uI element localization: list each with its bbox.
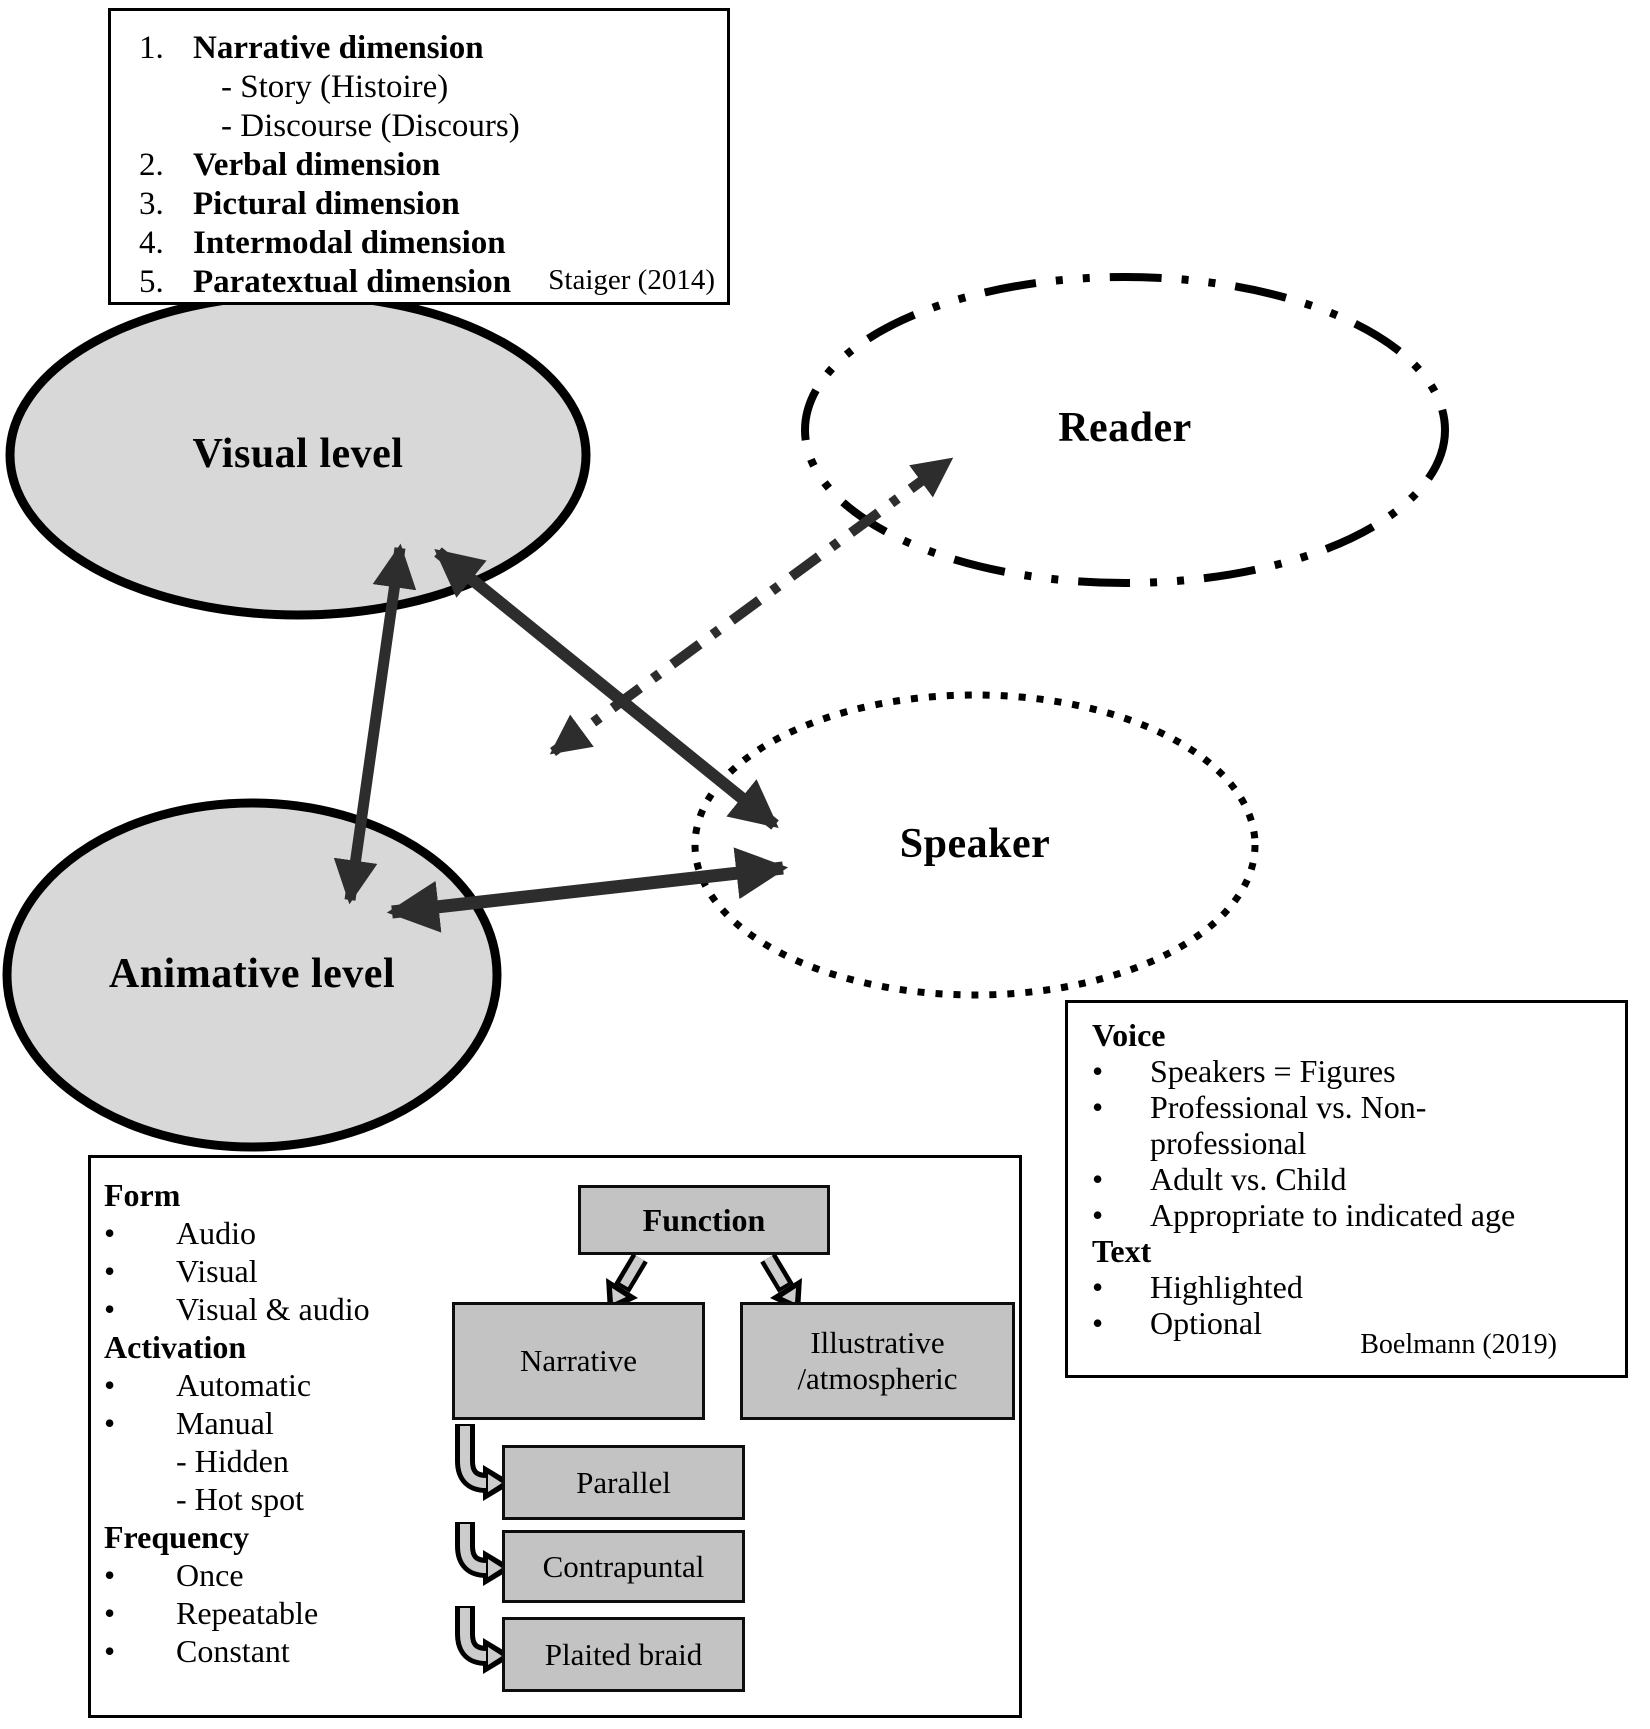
bullet-marker: • [104,1633,116,1669]
list-subitem: - Discourse (Discours) [221,108,520,144]
bullet-item [104,1632,484,1670]
voice-list [1068,1003,1625,1341]
bullet-text [1150,1305,1262,1341]
bullet-line: professional [1150,1125,1307,1161]
list-subitem: - Hidden [176,1443,289,1479]
bullet-marker: • [104,1405,116,1441]
node-label: Contrapuntal [542,1548,705,1584]
list-item [139,185,727,224]
item-number: 5. [139,264,164,300]
list-subitem: - Story (Histoire) [221,69,449,105]
bullet-item [104,1594,484,1632]
flow-node-function [578,1185,830,1255]
bullet-marker: • [1092,1269,1104,1305]
bullet-line: Professional vs. Non- [1150,1089,1427,1125]
item-number: 3. [139,186,164,222]
item-label: Pictural dimension [193,186,460,222]
boelmann-citation: Boelmann (2019) [1360,1329,1557,1360]
reader-label: Reader [1058,405,1192,451]
bullet-line: Adult vs. Child [1150,1161,1347,1197]
node-label: Function [642,1202,766,1238]
bullet-item [1092,1089,1625,1161]
feature-list [104,1176,484,1670]
node-label: Plaited braid [544,1636,703,1672]
staiger-citation: Staiger (2014) [548,264,715,296]
item-label: Narrative dimension [193,30,484,66]
bullet-line: Optional [1150,1305,1262,1341]
bullet-item [104,1252,484,1290]
bullet-text: Manual [176,1405,274,1441]
visual-level-label: Visual level [192,431,404,477]
list-subitem: - Hot spot [176,1481,304,1517]
bullet-line: Appropriate to indicated age [1150,1197,1516,1233]
visual-speaker-arrow [438,552,775,825]
bullet-marker: • [104,1595,116,1631]
bullet-marker: • [104,1557,116,1593]
bullet-marker: • [104,1215,116,1251]
section-title: Voice [1092,1017,1166,1053]
item-number: 1. [139,30,164,66]
bullet-item [104,1556,484,1594]
section-title: Frequency [104,1519,250,1555]
bullet-text [1150,1089,1426,1161]
bullet-text: Once [176,1557,244,1593]
item-label: Verbal dimension [193,147,441,183]
bullet-text: Automatic [176,1367,312,1403]
bullet-item [104,1290,484,1328]
node-label: Narrative [519,1343,638,1378]
flow-node-illustrative [740,1302,1015,1420]
bullet-item [104,1214,484,1252]
animative-level-label: Animative level [108,951,396,997]
list-item [139,224,727,263]
list-item [139,29,727,68]
bullet-text: Visual [176,1253,258,1289]
bullet-marker: • [104,1253,116,1289]
node-label-line: Illustrative [810,1325,945,1360]
item-label: Paratextual dimension [193,264,512,300]
item-number: 2. [139,147,164,183]
bullet-text: Visual & audio [176,1291,370,1327]
bullet-item [1092,1161,1625,1197]
bullet-text [1150,1197,1515,1233]
bullet-item [104,1404,484,1442]
item-label: Intermodal dimension [193,225,506,261]
bullet-item [104,1366,484,1404]
bullet-line: Speakers = Figures [1150,1053,1396,1089]
flow-node-parallel [502,1445,745,1520]
bullet-text [1150,1053,1396,1089]
flow-node-narrative [452,1302,705,1420]
dimension-list [111,11,727,302]
bullet-item [1092,1269,1625,1305]
section-title: Text [1092,1233,1152,1269]
bullet-item [1092,1053,1625,1089]
bullet-marker: • [1092,1053,1104,1089]
flow-node-plaited-braid [502,1617,745,1692]
bullet-marker: • [1092,1161,1104,1197]
item-number: 4. [139,225,164,261]
section-title: Activation [104,1329,247,1365]
bullet-marker: • [104,1367,116,1403]
voice-text-box [1065,1000,1628,1378]
bullet-text: Repeatable [176,1595,319,1631]
bullet-line: Highlighted [1150,1269,1303,1305]
bullet-marker: • [1092,1089,1104,1125]
bullet-text [1150,1269,1303,1305]
bullet-marker: • [104,1291,116,1327]
node-label-line: /atmospheric [797,1361,958,1396]
speaker-label: Speaker [899,821,1051,867]
flow-node-contrapuntal [502,1530,745,1603]
bullet-text [1150,1161,1346,1197]
bullet-marker: • [1092,1197,1104,1233]
node-label: Parallel [576,1464,671,1500]
bullet-item [1092,1197,1625,1233]
bullet-text: Constant [176,1633,290,1669]
staiger-dimensions-box [108,8,730,305]
section-title: Form [104,1177,181,1213]
list-item [139,146,727,185]
bullet-text: Audio [176,1215,256,1251]
bullet-marker: • [1092,1305,1104,1341]
